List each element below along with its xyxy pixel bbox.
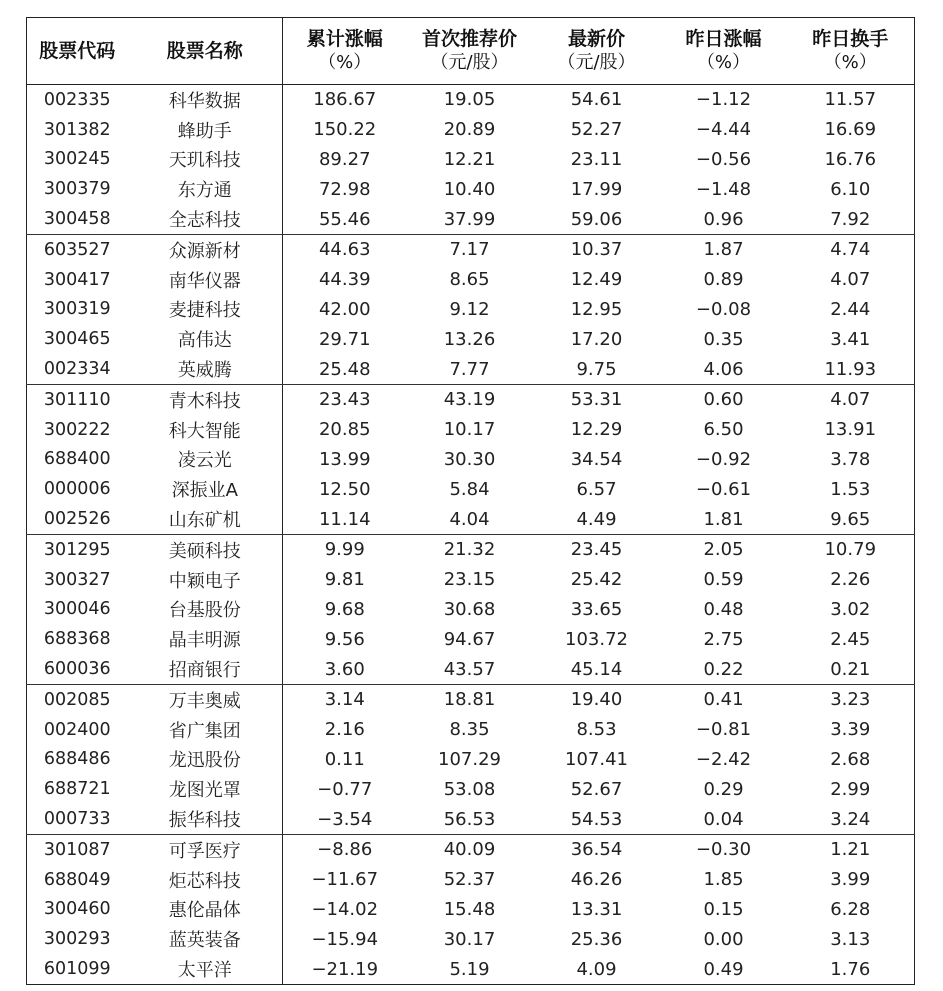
cell-first-recommend-price: 8.35 (449, 719, 490, 741)
table-row (27, 865, 915, 895)
cell-stock-code: 300293 (43, 929, 111, 950)
cell-yesterday-turnover: 3.99 (830, 869, 871, 891)
cell-latest-price: 25.36 (570, 928, 623, 950)
cell-yesterday-change: 2.75 (703, 628, 744, 650)
cell-stock-name: 深振业A (171, 480, 238, 502)
table-row (27, 804, 915, 834)
table-row (27, 204, 915, 234)
header-first-recommend-price: 首次推荐价 （元/股） (407, 18, 533, 85)
cell-stock-name: 天玑科技 (168, 150, 241, 172)
cell-first-recommend-price: 18.81 (443, 689, 496, 711)
cell-first-recommend-price: 7.17 (449, 239, 490, 261)
cell-cumulative-gain: 9.81 (283, 565, 407, 595)
cell-first-recommend-price: 94.67 (443, 628, 496, 650)
cell-cumulative-gain: 44.39 (283, 265, 407, 295)
cell-yesterday-turnover: 16.76 (824, 148, 877, 170)
cell-stock-code: 688049 (43, 869, 111, 890)
cell-first-recommend-price: 23.15 (443, 569, 496, 591)
cell-cumulative-gain: 9.99 (283, 534, 407, 564)
cell-first-recommend-price: 20.89 (443, 119, 496, 141)
cell-stock-code: 300046 (43, 599, 111, 620)
cell-stock-code: 603527 (43, 239, 111, 260)
cell-first-recommend-price: 30.17 (443, 928, 496, 950)
cell-cumulative-gain: 89.27 (283, 145, 407, 175)
cell-stock-code: 301295 (43, 539, 111, 560)
table-row (27, 654, 915, 684)
cell-latest-price: 12.29 (570, 419, 623, 441)
cell-stock-name: 龙图光罩 (168, 780, 241, 802)
cell-stock-code: 300460 (43, 899, 111, 920)
cell-first-recommend-price: 4.04 (407, 504, 533, 534)
cell-cumulative-gain: 150.22 (283, 115, 407, 145)
table-row (27, 384, 915, 414)
cell-yesterday-turnover: 1.76 (830, 958, 871, 980)
table-row (27, 924, 915, 954)
cell-yesterday-change: 0.04 (661, 804, 787, 834)
cell-stock-code: 300222 (43, 419, 111, 440)
cell-stock-name: 美硕科技 (168, 540, 241, 562)
cell-first-recommend-price: 8.65 (449, 269, 490, 291)
cell-stock-name: 东方通 (177, 180, 232, 202)
table-row (27, 474, 915, 504)
cell-yesterday-turnover: 3.78 (830, 448, 871, 470)
cell-stock-name: 高伟达 (177, 330, 232, 352)
cell-yesterday-turnover: 6.28 (830, 898, 871, 920)
header-yesterday-change: 昨日涨幅 （%） (661, 18, 787, 85)
cell-stock-code: 300245 (43, 149, 111, 170)
cell-yesterday-change: 6.50 (703, 419, 744, 441)
cell-latest-price: 107.41 (565, 748, 628, 770)
cell-stock-name: 惠伦晶体 (168, 900, 241, 922)
table-row (27, 265, 915, 295)
cell-cumulative-gain: 72.98 (283, 174, 407, 204)
cell-yesterday-turnover: 7.92 (787, 204, 915, 234)
cell-first-recommend-price: 40.09 (443, 839, 496, 861)
cell-stock-code: 300327 (43, 569, 111, 590)
table-row (27, 774, 915, 804)
cell-yesterday-change: −0.92 (695, 448, 752, 470)
header-latest-price: 最新价 （元/股） (533, 18, 661, 85)
cell-yesterday-turnover: 3.02 (830, 598, 871, 620)
table-row (27, 684, 915, 714)
cell-yesterday-turnover: 3.13 (830, 928, 871, 950)
cell-stock-name: 众源新材 (168, 240, 241, 262)
cell-stock-code: 688486 (43, 749, 111, 770)
cell-yesterday-turnover: 4.74 (830, 239, 871, 261)
cell-cumulative-gain: 20.85 (283, 415, 407, 445)
cell-cumulative-gain: 55.46 (283, 204, 407, 234)
cell-stock-name: 炬芯科技 (168, 870, 241, 892)
cell-yesterday-change: 0.41 (703, 689, 744, 711)
cell-stock-code: 688400 (43, 449, 111, 470)
cell-yesterday-turnover: 3.41 (830, 328, 871, 350)
cell-latest-price: 12.95 (570, 298, 623, 320)
cell-latest-price: 53.31 (570, 389, 623, 411)
cell-yesterday-change: 0.15 (703, 898, 744, 920)
cell-stock-code: 300458 (27, 204, 128, 234)
cell-stock-code: 002526 (27, 504, 128, 534)
cell-yesterday-change: 0.59 (703, 569, 744, 591)
cell-yesterday-change: 4.06 (661, 354, 787, 384)
table-row (27, 445, 915, 475)
cell-cumulative-gain: 186.67 (283, 85, 407, 115)
cell-cumulative-gain: 13.99 (283, 445, 407, 475)
cell-yesterday-change: 0.35 (703, 328, 744, 350)
cell-first-recommend-price: 43.19 (443, 389, 496, 411)
cell-cumulative-gain: −21.19 (283, 954, 407, 984)
cell-latest-price: 12.49 (570, 269, 623, 291)
cell-yesterday-turnover: 2.99 (830, 778, 871, 800)
cell-stock-name: 科华数据 (168, 90, 241, 112)
cell-first-recommend-price: 5.84 (449, 478, 490, 500)
cell-yesterday-change: 0.00 (703, 928, 744, 950)
cell-latest-price: 4.09 (576, 958, 617, 980)
cell-yesterday-turnover: 1.53 (830, 478, 871, 500)
cell-yesterday-change: 1.85 (703, 869, 744, 891)
cell-cumulative-gain: 0.11 (283, 745, 407, 775)
cell-cumulative-gain: 11.14 (283, 504, 407, 534)
cell-latest-price: 52.67 (570, 778, 623, 800)
table-row (27, 145, 915, 175)
cell-latest-price: 23.45 (570, 539, 623, 561)
cell-stock-name: 全志科技 (128, 204, 283, 234)
cell-yesterday-turnover: 11.57 (824, 89, 877, 111)
table-row (27, 324, 915, 354)
cell-stock-name: 青木科技 (168, 390, 241, 412)
cell-first-recommend-price: 21.32 (443, 539, 496, 561)
table-row (27, 354, 915, 384)
cell-first-recommend-price: 5.19 (449, 958, 490, 980)
table-row (27, 954, 915, 984)
cell-cumulative-gain: 12.50 (283, 474, 407, 504)
cell-cumulative-gain: −14.02 (283, 895, 407, 925)
cell-yesterday-change: −0.56 (695, 148, 752, 170)
cell-first-recommend-price: 53.08 (443, 778, 496, 800)
cell-latest-price: 45.14 (533, 654, 661, 684)
cell-stock-code: 301110 (43, 389, 111, 410)
table-row (27, 624, 915, 654)
cell-yesterday-change: −4.44 (695, 119, 752, 141)
table-row (27, 595, 915, 625)
cell-yesterday-turnover: 3.39 (830, 719, 871, 741)
cell-stock-code: 300465 (43, 329, 111, 350)
cell-latest-price: 54.53 (533, 804, 661, 834)
cell-cumulative-gain: 3.60 (283, 654, 407, 684)
table-row (27, 565, 915, 595)
cell-latest-price: 10.37 (570, 239, 623, 261)
table-row (27, 174, 915, 204)
cell-first-recommend-price: 52.37 (443, 869, 496, 891)
cell-first-recommend-price: 15.48 (443, 898, 496, 920)
cell-stock-code: 688368 (43, 629, 111, 650)
cell-stock-name: 万丰奥威 (168, 690, 241, 712)
header-yesterday-turnover: 昨日换手 （%） (787, 18, 915, 85)
cell-yesterday-turnover: 1.21 (830, 839, 871, 861)
cell-latest-price: 54.61 (570, 89, 623, 111)
cell-latest-price: 46.26 (570, 869, 623, 891)
cell-stock-name: 麦捷科技 (168, 300, 241, 322)
cell-first-recommend-price: 10.40 (443, 178, 496, 200)
cell-stock-code: 300319 (43, 299, 111, 320)
cell-latest-price: 59.06 (533, 204, 661, 234)
cell-stock-code: 000006 (43, 479, 111, 500)
cell-stock-code: 688721 (43, 779, 111, 800)
table-row (27, 415, 915, 445)
cell-yesterday-turnover: 16.69 (824, 119, 877, 141)
cell-stock-name: 蜂助手 (177, 120, 232, 142)
cell-cumulative-gain: 44.63 (283, 234, 407, 264)
cell-latest-price: 6.57 (576, 478, 617, 500)
cell-stock-name: 科大智能 (168, 420, 241, 442)
header-stock-name: 股票名称 (128, 18, 283, 85)
cell-yesterday-change: 0.48 (703, 598, 744, 620)
cell-yesterday-turnover: 2.26 (830, 569, 871, 591)
cell-stock-code: 300417 (43, 269, 111, 290)
header-stock-code: 股票代码 (27, 18, 128, 85)
cell-stock-name: 南华仪器 (168, 270, 241, 292)
cell-first-recommend-price: 107.29 (438, 748, 501, 770)
stock-recommendation-table (26, 17, 915, 985)
cell-stock-name: 蓝英装备 (168, 930, 241, 952)
cell-stock-code: 300379 (43, 179, 111, 200)
cell-first-recommend-price: 9.12 (449, 298, 490, 320)
cell-cumulative-gain: −8.86 (283, 834, 407, 864)
table-row (27, 834, 915, 864)
cell-yesterday-turnover: 9.65 (787, 504, 915, 534)
cell-yesterday-change: −0.81 (695, 719, 752, 741)
cell-first-recommend-price: 12.21 (443, 148, 496, 170)
cell-latest-price: 19.40 (570, 689, 623, 711)
cell-first-recommend-price: 13.26 (443, 328, 496, 350)
cell-yesterday-change: −0.30 (695, 839, 752, 861)
cell-stock-name: 龙迅股份 (168, 750, 241, 772)
cell-latest-price: 8.53 (576, 719, 617, 741)
cell-stock-name: 振华科技 (128, 804, 283, 834)
cell-stock-code: 601099 (43, 959, 111, 979)
cell-yesterday-turnover: 10.79 (824, 539, 877, 561)
cell-first-recommend-price: 43.57 (407, 654, 533, 684)
cell-yesterday-turnover: 2.45 (830, 628, 871, 650)
cell-cumulative-gain: 2.16 (283, 715, 407, 745)
table-row (27, 295, 915, 325)
cell-latest-price: 52.27 (570, 119, 623, 141)
table-row (27, 115, 915, 145)
cell-stock-code: 002335 (43, 89, 111, 110)
cell-latest-price: 36.54 (570, 839, 623, 861)
cell-latest-price: 34.54 (570, 448, 623, 470)
cell-stock-name: 招商银行 (128, 654, 283, 684)
cell-yesterday-change: −0.08 (695, 298, 752, 320)
cell-stock-name: 山东矿机 (128, 504, 283, 534)
cell-cumulative-gain: −0.77 (283, 774, 407, 804)
cell-cumulative-gain: −11.67 (283, 865, 407, 895)
cell-cumulative-gain: −3.54 (283, 804, 407, 834)
cell-cumulative-gain: 9.68 (283, 595, 407, 625)
cell-first-recommend-price: 30.68 (443, 598, 496, 620)
cell-yesterday-turnover: 4.07 (830, 389, 871, 411)
header-cumulative-gain: 累计涨幅 （%） (283, 18, 407, 85)
cell-yesterday-change: −0.61 (695, 478, 752, 500)
cell-yesterday-change: 0.89 (703, 269, 744, 291)
table-row (27, 504, 915, 534)
cell-latest-price: 9.75 (533, 354, 661, 384)
cell-latest-price: 33.65 (570, 598, 623, 620)
cell-yesterday-change: 2.05 (703, 539, 744, 561)
cell-first-recommend-price: 7.77 (407, 354, 533, 384)
cell-yesterday-change: −1.12 (695, 89, 752, 111)
cell-first-recommend-price: 37.99 (407, 204, 533, 234)
table-row (27, 715, 915, 745)
cell-latest-price: 17.20 (570, 328, 623, 350)
cell-stock-code: 301087 (43, 839, 111, 860)
table-row (27, 534, 915, 564)
cell-yesterday-change: 0.60 (703, 389, 744, 411)
cell-cumulative-gain: 9.56 (283, 624, 407, 654)
cell-stock-code: 002400 (43, 719, 111, 740)
cell-cumulative-gain: 23.43 (283, 384, 407, 414)
cell-cumulative-gain: 3.14 (283, 684, 407, 714)
cell-yesterday-turnover: 3.24 (787, 804, 915, 834)
cell-yesterday-change: −2.42 (695, 748, 752, 770)
cell-yesterday-change: 1.87 (703, 239, 744, 261)
cell-stock-code: 000733 (27, 804, 128, 834)
cell-stock-name: 台基股份 (168, 600, 241, 622)
cell-cumulative-gain: 29.71 (283, 324, 407, 354)
cell-yesterday-turnover: 0.21 (787, 654, 915, 684)
table-row (27, 234, 915, 264)
cell-stock-code: 002334 (27, 354, 128, 384)
cell-latest-price: 25.42 (570, 569, 623, 591)
cell-yesterday-change: 0.29 (703, 778, 744, 800)
cell-yesterday-change: 1.81 (661, 504, 787, 534)
cell-yesterday-change: 0.49 (703, 958, 744, 980)
cell-yesterday-turnover: 13.91 (824, 419, 877, 441)
cell-yesterday-turnover: 11.93 (787, 354, 915, 384)
cell-first-recommend-price: 10.17 (443, 419, 496, 441)
cell-stock-code: 600036 (27, 654, 128, 684)
cell-first-recommend-price: 56.53 (407, 804, 533, 834)
cell-yesterday-change: 0.22 (661, 654, 787, 684)
cell-latest-price: 13.31 (570, 898, 623, 920)
cell-yesterday-change: 0.96 (661, 204, 787, 234)
cell-stock-code: 301382 (43, 119, 111, 140)
cell-yesterday-turnover: 4.07 (830, 269, 871, 291)
cell-stock-code: 002085 (43, 689, 111, 710)
cell-stock-name: 可孚医疗 (168, 840, 241, 862)
cell-yesterday-turnover: 6.10 (830, 178, 871, 200)
table-body (27, 85, 915, 985)
cell-cumulative-gain: −15.94 (283, 924, 407, 954)
cell-first-recommend-price: 30.30 (443, 448, 496, 470)
cell-yesterday-turnover: 3.23 (830, 689, 871, 711)
cell-latest-price: 23.11 (570, 148, 623, 170)
cell-latest-price: 103.72 (565, 628, 628, 650)
header-row (27, 18, 915, 85)
cell-stock-name: 凌云光 (177, 450, 232, 472)
table-row (27, 895, 915, 925)
cell-yesterday-turnover: 2.44 (830, 298, 871, 320)
cell-stock-name: 省广集团 (168, 720, 241, 742)
cell-latest-price: 17.99 (570, 178, 623, 200)
table-row (27, 85, 915, 115)
cell-cumulative-gain: 25.48 (283, 354, 407, 384)
cell-stock-name: 晶丰明源 (168, 630, 241, 652)
cell-cumulative-gain: 42.00 (283, 295, 407, 325)
table-row (27, 745, 915, 775)
cell-stock-name: 中颖电子 (168, 570, 241, 592)
cell-yesterday-turnover: 2.68 (830, 748, 871, 770)
cell-stock-name: 英威腾 (128, 354, 283, 384)
cell-stock-name: 太平洋 (177, 960, 232, 981)
cell-latest-price: 4.49 (533, 504, 661, 534)
cell-yesterday-change: −1.48 (695, 178, 752, 200)
cell-first-recommend-price: 19.05 (443, 89, 496, 111)
